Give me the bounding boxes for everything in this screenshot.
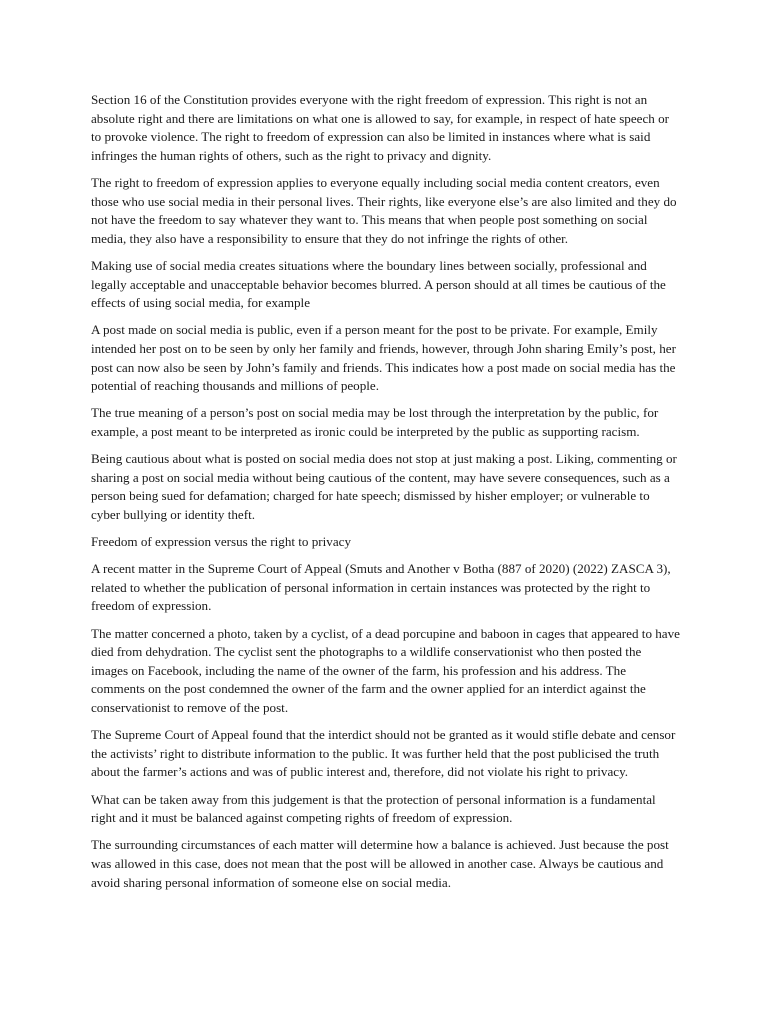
section-heading-freedom-vs-privacy: Freedom of expression versus the right to privacy [91,534,351,550]
paragraph-freedom-of-expression-intro: Section 16 of the Constitution provides everyone with the right freedom of expression. This right is not an absolute right and there are limitations on what one is allowed to say, for example, in respect of hate speech or to provoke violence. The right to freedom of expression can also be limited in instances where what is said infringes the human rights of others, such as the right to privacy and dignity. [91,92,669,163]
paragraph-surrounding-circumstances: The surrounding circumstances of each matter will determine how a balance is achieved. Just because the post was allowed in this case, does not mean that the post will be allowed in another case. Always be cautious and avoid sharing personal information of someone else on social media. [91,837,669,890]
paragraph-court-finding: The Supreme Court of Appeal found that the interdict should not be granted as it would stifle debate and censor the activists’ right to distribute information to the public. It was further held that the post publicised the truth about the farmer’s actions and was of public interest and, therefore, did not violate his right to privacy. [91,727,676,780]
paragraph-recent-matter: A recent matter in the Supreme Court of Appeal (Smuts and Another v Botha (887 of 2020) (2022) ZASCA 3), related to whether the publication of personal information in certain instances was protected by the right to freedom of expression. [91,561,671,614]
paragraph-being-cautious: Being cautious about what is posted on social media does not stop at just making a post. Liking, commenting or sharing a post on social media without being cautious of the content, may have severe consequences, such as a person being sued for defamation; charged for hate speech; dismissed by hisher employer; or vulnerable to cyber bullying or identity theft. [91,451,677,522]
paragraph-applies-to-everyone: The right to freedom of expression applies to everyone equally including social media content creators, even those who use social media in their personal lives. Their rights, like everyone else’s are also limited and they do not have the freedom to say whatever they want to. This means that when people post something on social media, they also have a responsibility to ensure that they do not infringe the rights of other. [91,174,677,246]
paragraph-true-meaning: The true meaning of a person’s post on social media may be lost through the interpretation by the public, for example, a post meant to be interpreted as ironic could be interpreted by the public as supporting racism. [91,405,659,439]
paragraph-boundary-lines: Making use of social media creates situations where the boundary lines between socially, professional and legally acceptable and unacceptable behavior becomes blurred. A person should at all times be cautious of the effects of using social media, for example [91,257,666,311]
paragraph-post-is-public: A post made on social media is public, even if a person meant for the post to be private. For example, Emily intended her post on to be seen by only her family and friends, however, through John sharing Emily’s post, her post can now also be seen by John’s family and friends. This indicates how a post made on social media has the potential of reaching thousands and millions of people. [91,322,676,394]
paragraph-takeaway: What can be taken away from this judgement is that the protection of personal information is a fundamental right and it must be balanced against competing rights of freedom of expression. [91,791,656,826]
paragraph-matter-concerned: The matter concerned a photo, taken by a cyclist, of a dead porcupine and baboon in cages that appeared to have died from dehydration. The cyclist sent the photographs to a wildlife conservationist who then posted the images on Facebook, including the name of the owner of the farm, his profession and his address. The comments on the post condemned the owner of the farm and the owner applied for an interdict against the conservationist to remove of the post. [91,625,680,715]
